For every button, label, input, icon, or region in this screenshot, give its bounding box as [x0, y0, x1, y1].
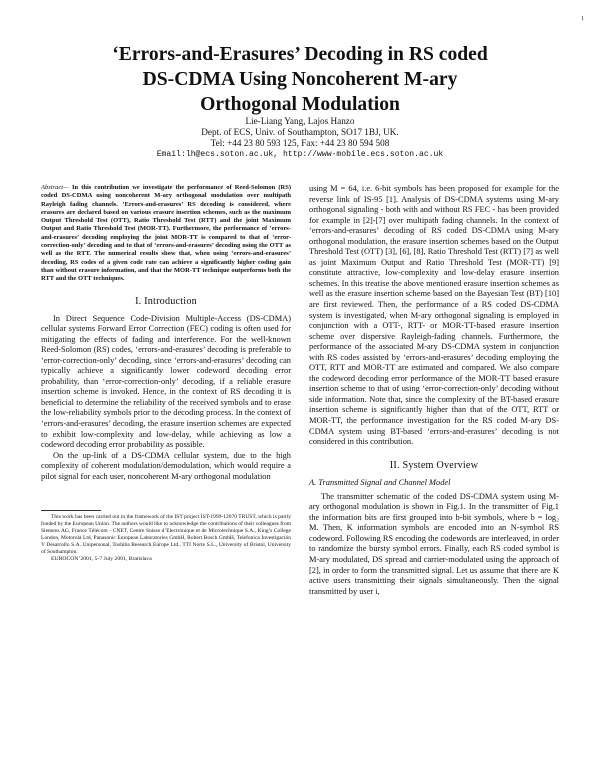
- system-overview-paragraph: The transmitter schematic of the coded DS-CDMA system using M-ary orthogonal modulation is shown in Fig.1. In the transmitter of Fig.1 the information bits are first grouped into b-bit symbols, where b = log₂ M. Then, K information symbols are encoded into an N-symbol RS codeword. Following RS encoding the codewords are interleaved, in order to randomize the bursty symbol errors. Finally, each RS coded symbol is M-ary modulated, DS spread and carrier-modulated using the approach of [2], in order to form the transmitted signal. Let us assume that there are K active users transmitting their signals simultaneously. Then the signal transmitted by user i,: [309, 491, 559, 596]
- page-number: 1: [581, 16, 584, 22]
- right-column: [309, 184, 559, 597]
- abstract-text: In this contribution we investigate the performance of Reed-Solomon (RS) coded DS-CDMA using noncoherent M-ary orthogonal modulation over multipath Rayleigh fading channels. ‘Errors-and-erasures’ RS decoding is considered, where erasures are declared based on various erasure insertion schemes, such as the maximum Output Threshold Test (OTT), Ratio Threshold Test (RTT) and the joint Maximum Output and Ratio Threshold Test (MOR-TT). Furthermore, the performance of ‘errors-and-erasures’ decoding employing the joint MOR-TT is compared to that of ‘error-correction-only’ decoding and to that of ‘errors-and-erasures’ decoding using the OTT as well as the RTT. The numerical results show that, when using ‘errors-and-erasures’ decoding, RS codes of a given code rate can achieve a significantly higher coding gain than without erasure information, and that the MOR-TT technique outperforms both the RTT and the OTT techniques.: [41, 184, 292, 283]
- paper-title: [0, 42, 600, 117]
- subsection-heading-transmitted-signal: A. Transmitted Signal and Channel Model: [309, 477, 451, 487]
- author-phone: Tel: +44 23 80 593 125, Fax: +44 23 80 594 508: [210, 138, 390, 149]
- title-line-3: Orthogonal Modulation: [200, 94, 400, 115]
- title-line-2: DS-CDMA Using Noncoherent M-ary: [142, 69, 458, 90]
- footnote: This work has been carried out in the framework of the IST project IST-1999-12070 TRUST, which is partly funded by the European Union. The authors would like to acknowledge the contributions of their colleagues from Siemens AG, France Télécom - CNET, Centre Suisse d’Electronique et de Microtechnique S.A., King’s College London, Motorola Ltd, Panasonic European Laboratories GmbH, Robert Bosch GmbH, Telefonica Investigación Y Desarrollo S.A. Unipersonal, Toshiba Research Europe Ltd., TTI Norte S.L., University of Bristol, University of Southampton.: [41, 514, 291, 555]
- abstract-lead: Abstract—: [41, 184, 69, 191]
- abstract: [41, 184, 291, 284]
- footnote-divider: [41, 510, 101, 511]
- author-block: [0, 116, 600, 160]
- conference-line: EUROCON’2001, 5-7 July 2001, Bratislava: [51, 555, 152, 562]
- intro-paragraph-1: In Direct Sequence Code-Division Multiple-Access (DS-CDMA) cellular systems Forward Error Correction (FEC) coding is often used for mitigating the effects of fading and interference. For the well-known Reed-Solomon (RS) codes, ‘errors-and-erasures’ decoding is preferable to ‘error-correction-only’ decoding, since ‘errors-and-erasures’ decoding can typically achieve a significantly lower codeword decoding error probability, than ‘error-correction-only’ decoding, if a reliable erasure insertion scheme is invoked. Hence, in the context of RS decoding it is beneficial to determine the reliability of the received symbols and to erase the low-reliability symbols prior to the decoding process. In the context of ‘errors-and-erasures’ decoding, the erasure insertion schemes are expected to exhibit low-complexity and low-delay, while achieving as low a codeword decoding error probability as possible.: [41, 313, 291, 450]
- section-heading-system-overview: II. System Overview: [389, 459, 479, 471]
- left-column: [41, 184, 291, 563]
- author-names: Lie-Liang Yang, Lajos Hanzo: [245, 116, 355, 126]
- author-affiliation: Dept. of ECS, Univ. of Southampton, SO17 1BJ, UK.: [201, 127, 399, 138]
- title-line-1: ‘Errors-and-Erasures’ Decoding in RS coded: [112, 44, 488, 65]
- section-heading-introduction: I. Introduction: [135, 295, 197, 307]
- intro-continuation: using M = 64, i.e. 6-bit symbols has been proposed for example for the reverse link of IS-95 [1]. Analysis of DS-CDMA systems using M-ary orthogonal signaling - both with and without RS FEC - has been provided for example in [2]-[7] over multipath fading channels. In the context of ‘errors-and-erasures’ decoding of RS coded DS-CDMA using M-ary orthogonal modulation, the erasure insertion schemes based on the Output Threshold Test (OTT) [3], [6], [8], Ratio Threshold Test (RTT) [7] as well as joint Maximum Output and Ratio Threshold Test (MOR-TT) [9] constitute attractive, low-complexity and low-delay erasure insertion schemes. In this treatise the above mentioned erasure insertion schemes as well as the erasure insertion scheme based on the Bayesian Test (BT) [10] are first reviewed. Then, the performance of a RS coded DS-CDMA system is investigated, when M-ary orthogonal signaling is employed in conjunction with a OTT-, RTT- or MOR-TT-based erasure insertion scheme over dispersive Rayleigh-fading channels. Furthermore, the performance of the associated M-ary DS-CDMA system in conjunction with RS codes assisted by ‘errors-and-erasures’ decoding employing the OTT, RTT and MOR-TT are estimated and compared. We also compare the codeword decoding error performance of the MOR-TT based erasure insertion scheme to that of using ‘error-correction-only’ decoding without side information. Note that, since the complexity of the BT-based erasure insertion scheme is significantly higher than that of the OTT, RTT or MOR-TT, the performance investigation for the RS coded M-ary DS-CDMA system using BT-based ‘errors-and-erasures’ decoding is not considered in this contribution.: [309, 184, 559, 447]
- author-email: Email:lh@ecs.soton.ac.uk, http://www-mobile.ecs.soton.ac.uk: [156, 150, 444, 160]
- intro-paragraph-2: On the up-link of a DS-CDMA cellular system, due to the high complexity of coherent modulation/demodulation, which would require a pilot signal for each user, noncoherent M-ary orthogonal modulation: [41, 450, 291, 481]
